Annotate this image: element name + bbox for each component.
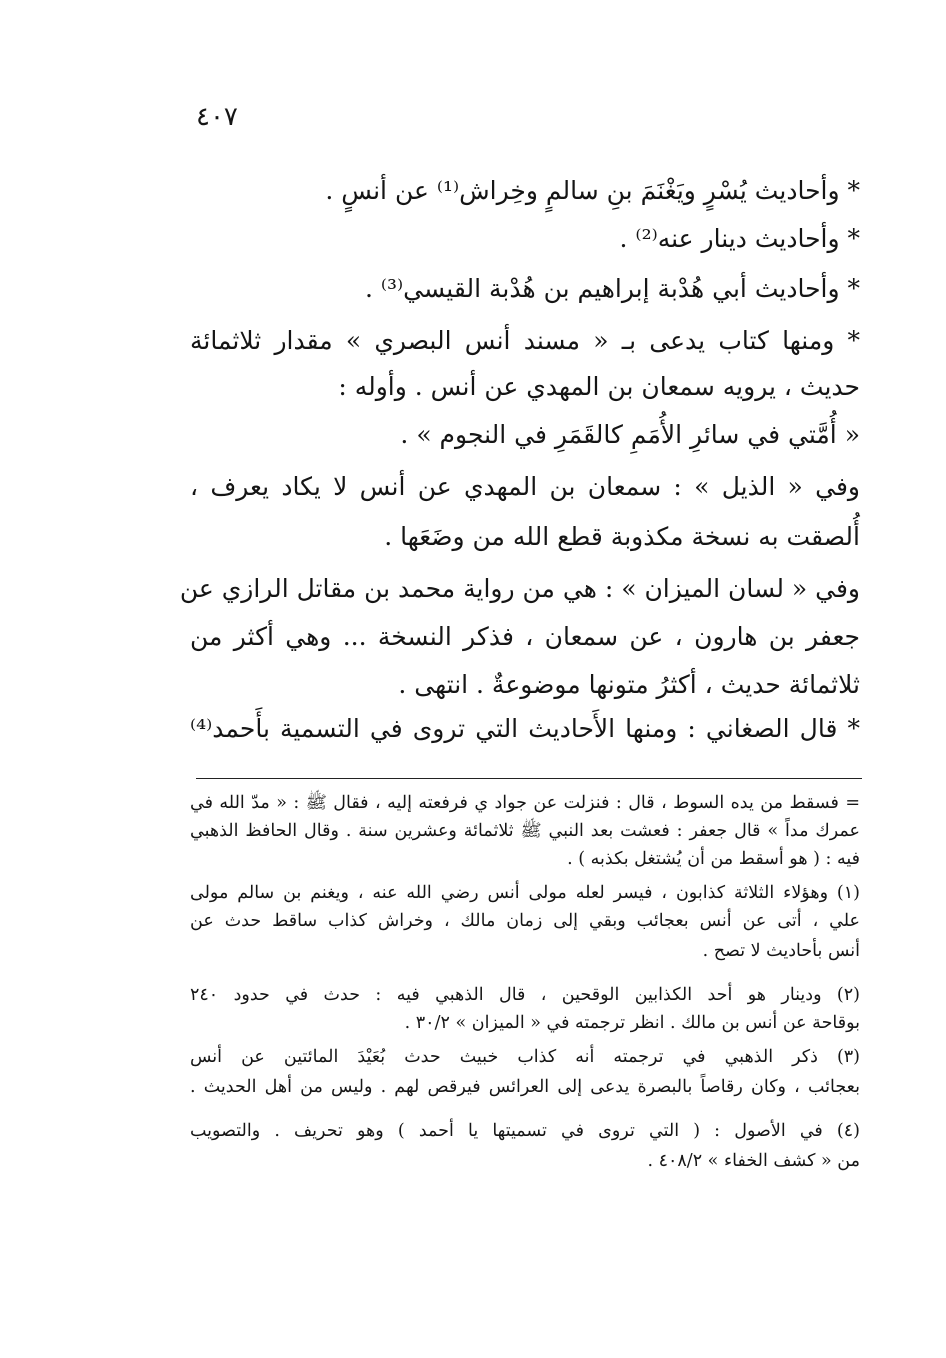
footnote-line: من « كشف الخفاء » ٤٠٨/٢ . xyxy=(647,1151,860,1171)
text-line: * وأحاديث يُسْرٍ ويَغْنَمَ بنِ سالمٍ وخِراش⁽¹⁾ عن أنسٍ . xyxy=(325,176,860,205)
footnote-line: = فسقط من يده السوط ، قال : فنزلت عن جواد ي فرفعته إليه ، فقال ﷺ : « مدّ الله في xyxy=(190,793,860,813)
text-line: جعفر بن هارون ، عن سمعان ، فذكر النسخة ... وهي أكثر من xyxy=(190,622,860,651)
footnote-line: عمرك مداً » قال جعفر : فعشت بعد النبي ﷺ ثلاثمائة وعشرين سنة . وقال الحافظ الذهبي xyxy=(190,821,860,841)
hadith-quote: « أُمَّتي في سائرِ الأُمَمِ كالقَمَرِ في النجوم » . xyxy=(400,420,860,449)
footnote-line: أنس بأحاديث لا تصح . xyxy=(702,941,860,961)
text-line: * قال الصغاني : ومنها الأَحاديث التي تروى في التسمية بأَحمد⁽⁴⁾ xyxy=(190,714,860,743)
footnote-divider xyxy=(196,778,862,779)
footnote-4: (٤) في الأصول : ( التي تروى في تسميتها يا أحمد ) وهو تحريف . والتصويب xyxy=(190,1121,860,1141)
text-line: * ومنها كتاب يدعى بـ « مسند أنس البصري » مقدار ثلاثمائة xyxy=(190,326,860,355)
footnote-1: (١) وهؤلاء الثلاثة كذابون ، فيسر لعله مولى أنس رضي الله عنه ، ويغنم بن سالم مولى xyxy=(190,883,860,903)
text-line: حديث ، يرويه سمعان بن المهدي عن أنس . وأوله : xyxy=(338,372,860,401)
text-line: * وأحاديث دينار عنه⁽²⁾ . xyxy=(619,224,860,253)
text-line: * وأحاديث أبي هُدْبة إبراهيم بن هُدْبة القيسي⁽³⁾ . xyxy=(364,274,860,303)
text-line: وفي « لسان الميزان » : هي من رواية محمد بن مقاتل الرازي عن xyxy=(179,574,860,603)
footnote-2: (٢) ودينار هو أحد الكذابين الوقحين ، قال الذهبي فيه : حدث في حدود ٢٤٠ xyxy=(190,985,860,1005)
footnote-line: فيه : ( هو أسقط من أن يُشتغل بكذبه ) . xyxy=(567,849,860,869)
page-number: ٤٠٧ xyxy=(196,102,238,132)
footnote-3: (٣) ذكر الذهبي في ترجمته أنه كذاب خبيث حدث بُعَيْدَ المائتين عن أنس xyxy=(190,1047,860,1067)
footnote-line: بعجائب ، وكان رقاصاً بالبصرة يدعى إلى العرائس فيرقص لهم . وليس من أهل الحديث . xyxy=(190,1077,860,1097)
text-line: أُلصقت به نسخة مكذوبة قطع الله من وضَعَها . xyxy=(384,522,860,551)
footnote-line: علي ، أتى عن أنس بعجائب وبقي إلى زمان مالك ، وخراش كذاب ساقط حدث عن xyxy=(190,911,860,931)
text-line: ثلاثمائة حديث ، أكثرُ متونها موضوعةٌ . انتهى . xyxy=(398,670,860,699)
footnote-line: بوقاحة عن أنس بن مالك . انظر ترجمته في « الميزان » ٣٠/٢ . xyxy=(404,1013,860,1033)
text-line: وفي « الذيل » : سمعان بن المهدي عن أنس لا يكاد يعرف ، xyxy=(190,472,860,501)
